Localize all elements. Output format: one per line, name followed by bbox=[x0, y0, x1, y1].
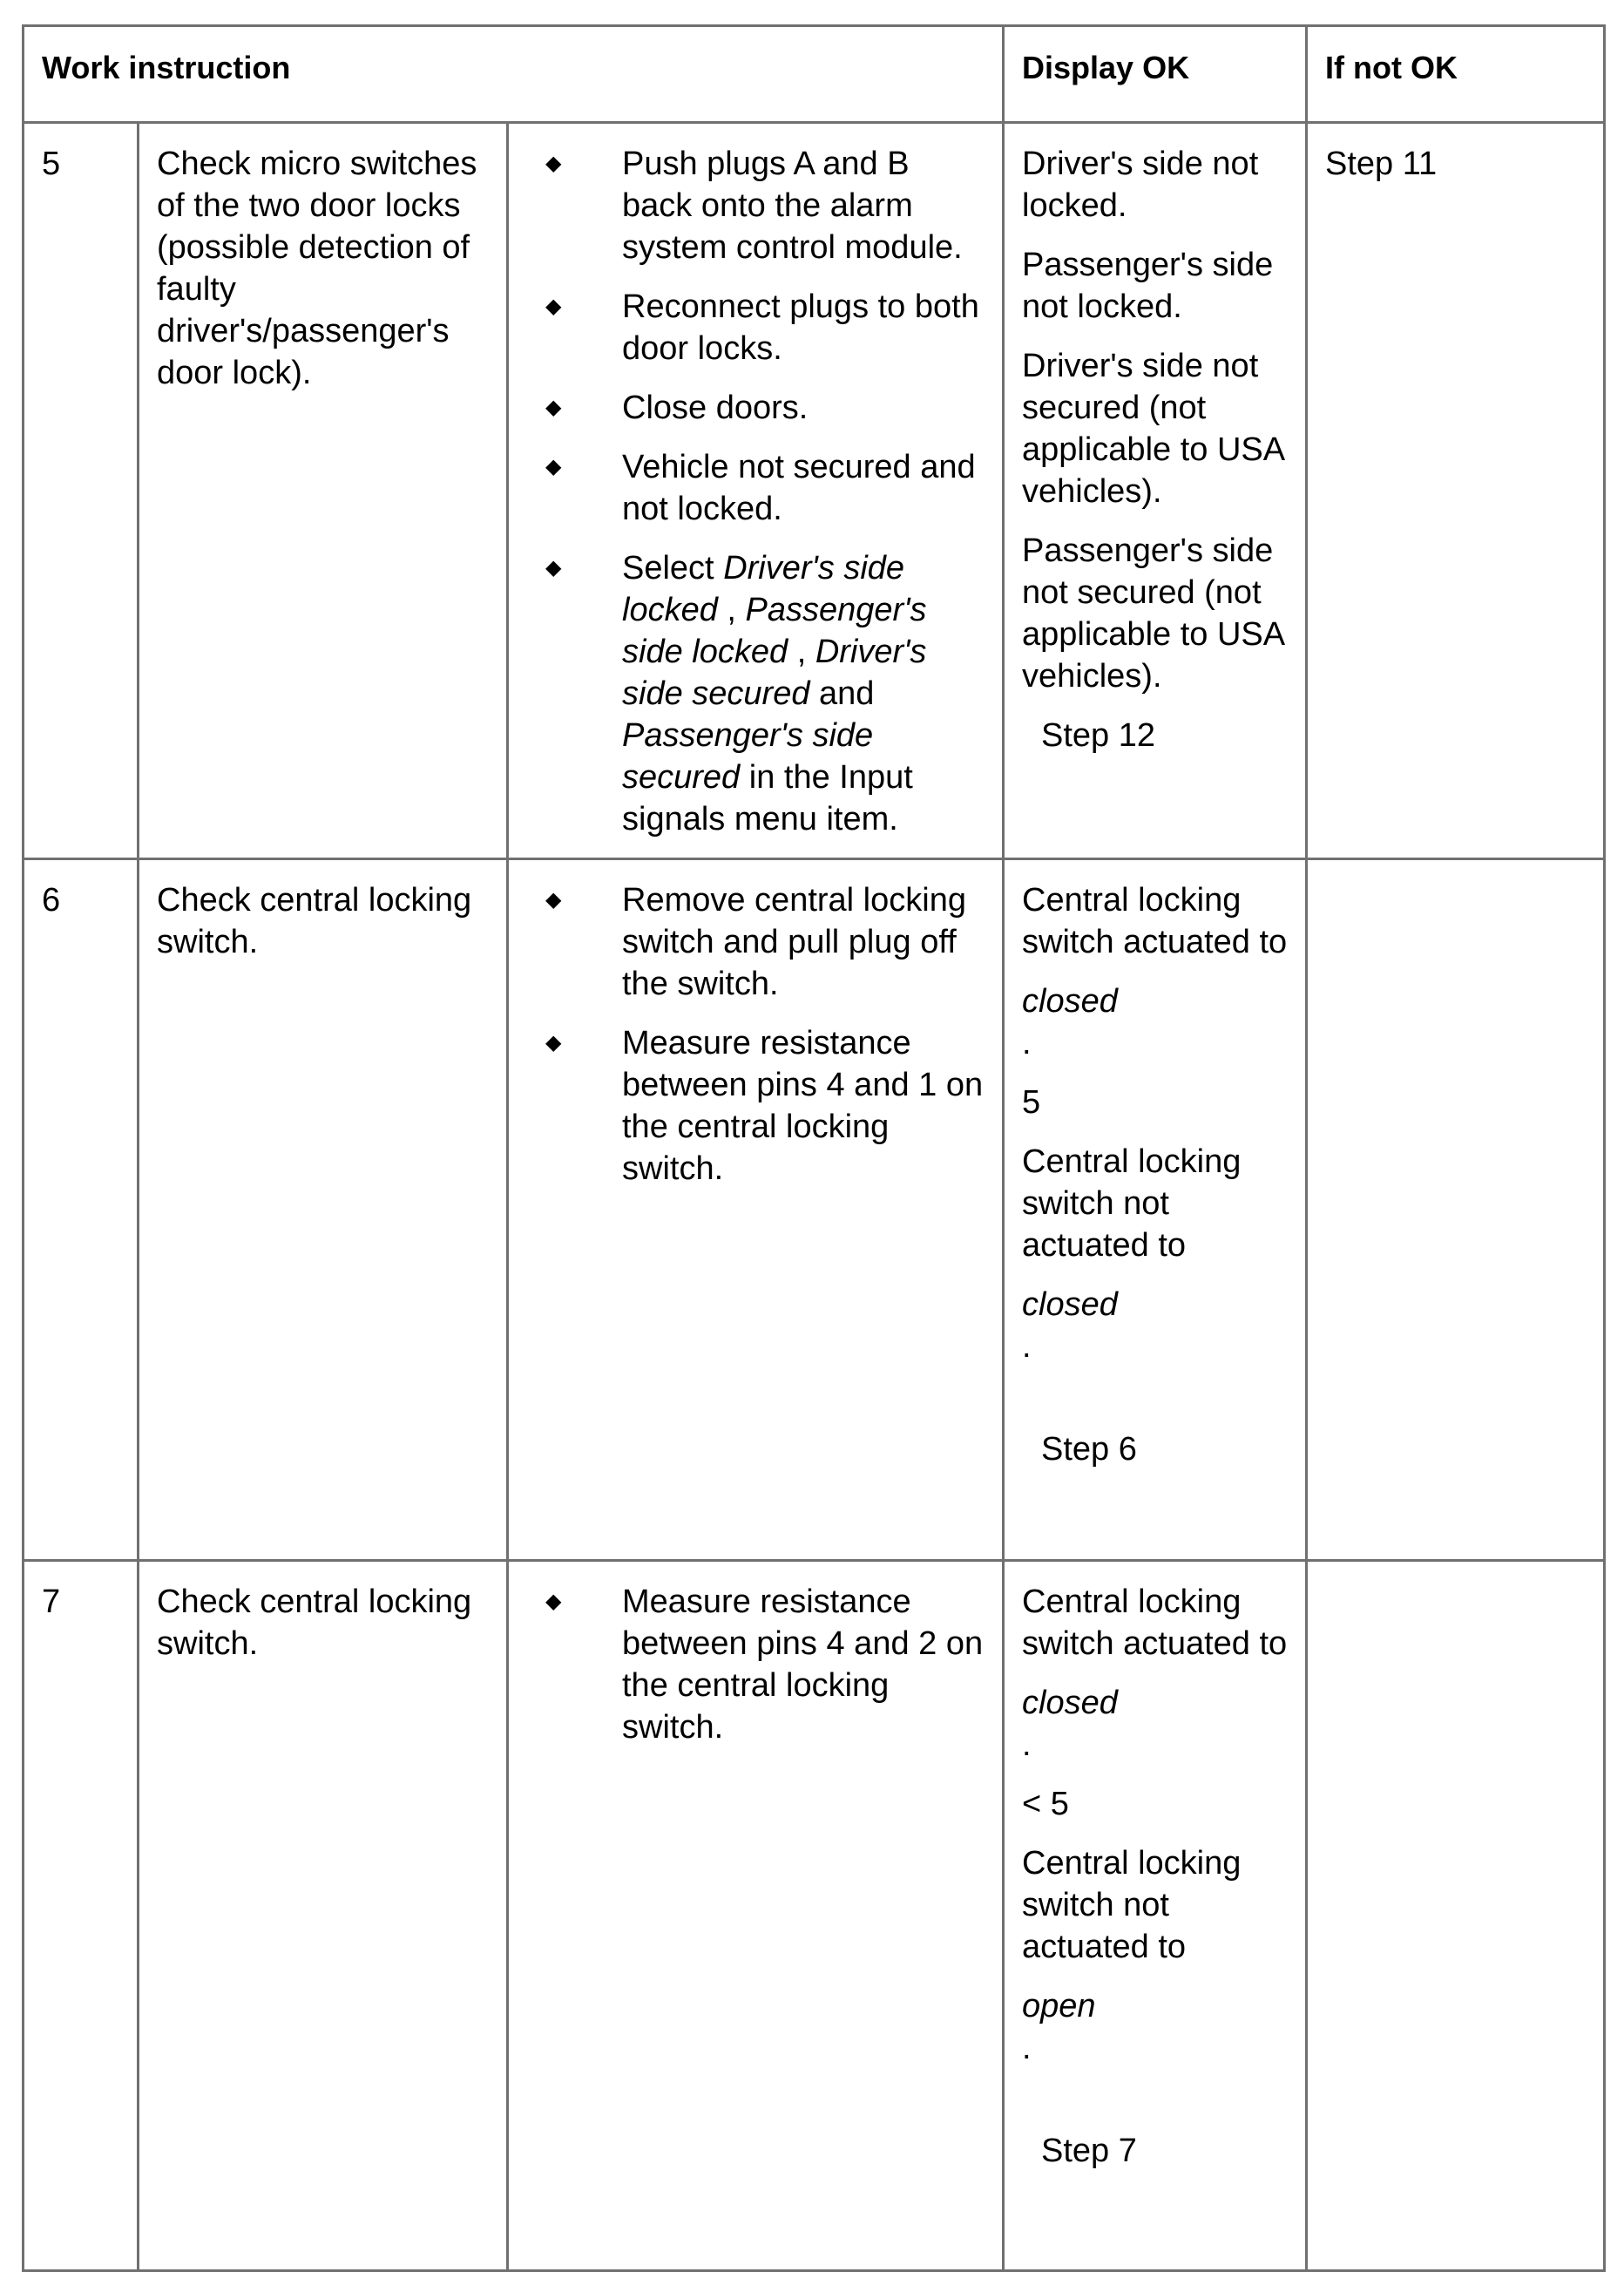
diamond-bullet-icon: ◆ bbox=[545, 295, 562, 318]
list-item: ◆ Select Driver's side locked , Passenger's side locked , Driver's side secured and Passenger's side secured in the Input signals menu item. bbox=[526, 547, 985, 840]
step-number-cell: 5 bbox=[24, 123, 139, 859]
next-step-ok: Step 7 bbox=[1041, 2133, 1137, 2169]
list-item: ◆ Vehicle not secured and not locked. bbox=[526, 446, 985, 530]
instructions-cell bbox=[508, 859, 1004, 1561]
next-step-not-ok: Step 11 bbox=[1325, 146, 1438, 182]
if-not-ok-cell bbox=[1307, 123, 1605, 859]
list-item: ◆ Reconnect plugs to both door locks. bbox=[526, 286, 985, 370]
table-row-step-6 bbox=[24, 859, 1605, 1561]
instruction-list bbox=[526, 879, 985, 1190]
header-display-ok: Display OK bbox=[1004, 26, 1307, 123]
header-if-not-ok: If not OK bbox=[1307, 26, 1605, 123]
step-number-cell: 6 bbox=[24, 859, 139, 1561]
check-cell: Check central locking switch. bbox=[139, 1561, 508, 2271]
check-cell: Check central locking switch. bbox=[139, 859, 508, 1561]
list-item: ◆ Measure resistance between pins 4 and 2 on the central locking switch. bbox=[526, 1581, 985, 1748]
list-item: ◆ Remove central locking switch and pull plug off the switch. bbox=[526, 879, 985, 1005]
diamond-bullet-icon: ◆ bbox=[545, 1590, 562, 1613]
next-step-ok: Step 12 bbox=[1041, 717, 1156, 754]
list-item: ◆ Measure resistance between pins 4 and 1 on the central locking switch. bbox=[526, 1022, 985, 1190]
if-not-ok-cell bbox=[1307, 859, 1605, 1561]
check-cell: Check micro switches of the two door locks (possible detection of faulty driver's/passenger's door lock). bbox=[139, 123, 508, 859]
diamond-bullet-icon: ◆ bbox=[545, 152, 562, 175]
header-work-instruction: Work instruction bbox=[24, 26, 1004, 123]
work-instruction-table bbox=[22, 24, 1606, 2272]
header-row bbox=[24, 26, 1605, 123]
instruction-list bbox=[526, 1581, 985, 1748]
instructions-cell bbox=[508, 1561, 1004, 2271]
table-row-step-7 bbox=[24, 1561, 1605, 2271]
diamond-bullet-icon: ◆ bbox=[545, 396, 562, 419]
diamond-bullet-icon: ◆ bbox=[545, 1031, 562, 1055]
resistance-value: 5 bbox=[1022, 1084, 1041, 1121]
step-number-cell: 7 bbox=[24, 1561, 139, 2271]
next-step-ok: Step 6 bbox=[1041, 1431, 1137, 1468]
display-ok-cell: Central locking switch actuated to closed . < 5 Central locking switch not actuated to open . Step 7 bbox=[1004, 1561, 1307, 2271]
instruction-list bbox=[526, 143, 985, 840]
display-ok-cell: Central locking switch actuated to closed . 5 Central locking switch not actuated to closed . Step 6 bbox=[1004, 859, 1307, 1561]
if-not-ok-cell bbox=[1307, 1561, 1605, 2271]
display-ok-cell: Driver's side not locked. Passenger's side not locked. Driver's side not secured (not applicable to USA vehicles). Passenger's side not secured (not applicable to USA vehicles). Step 12 bbox=[1004, 123, 1307, 859]
diamond-bullet-icon: ◆ bbox=[545, 455, 562, 478]
diamond-bullet-icon: ◆ bbox=[545, 888, 562, 912]
instructions-cell bbox=[508, 123, 1004, 859]
diamond-bullet-icon: ◆ bbox=[545, 556, 562, 580]
list-item: ◆ Push plugs A and B back onto the alarm system control module. bbox=[526, 143, 985, 268]
table-row-step-5 bbox=[24, 123, 1605, 859]
resistance-value: < 5 bbox=[1022, 1786, 1069, 1822]
list-item: ◆ Close doors. bbox=[526, 387, 985, 429]
